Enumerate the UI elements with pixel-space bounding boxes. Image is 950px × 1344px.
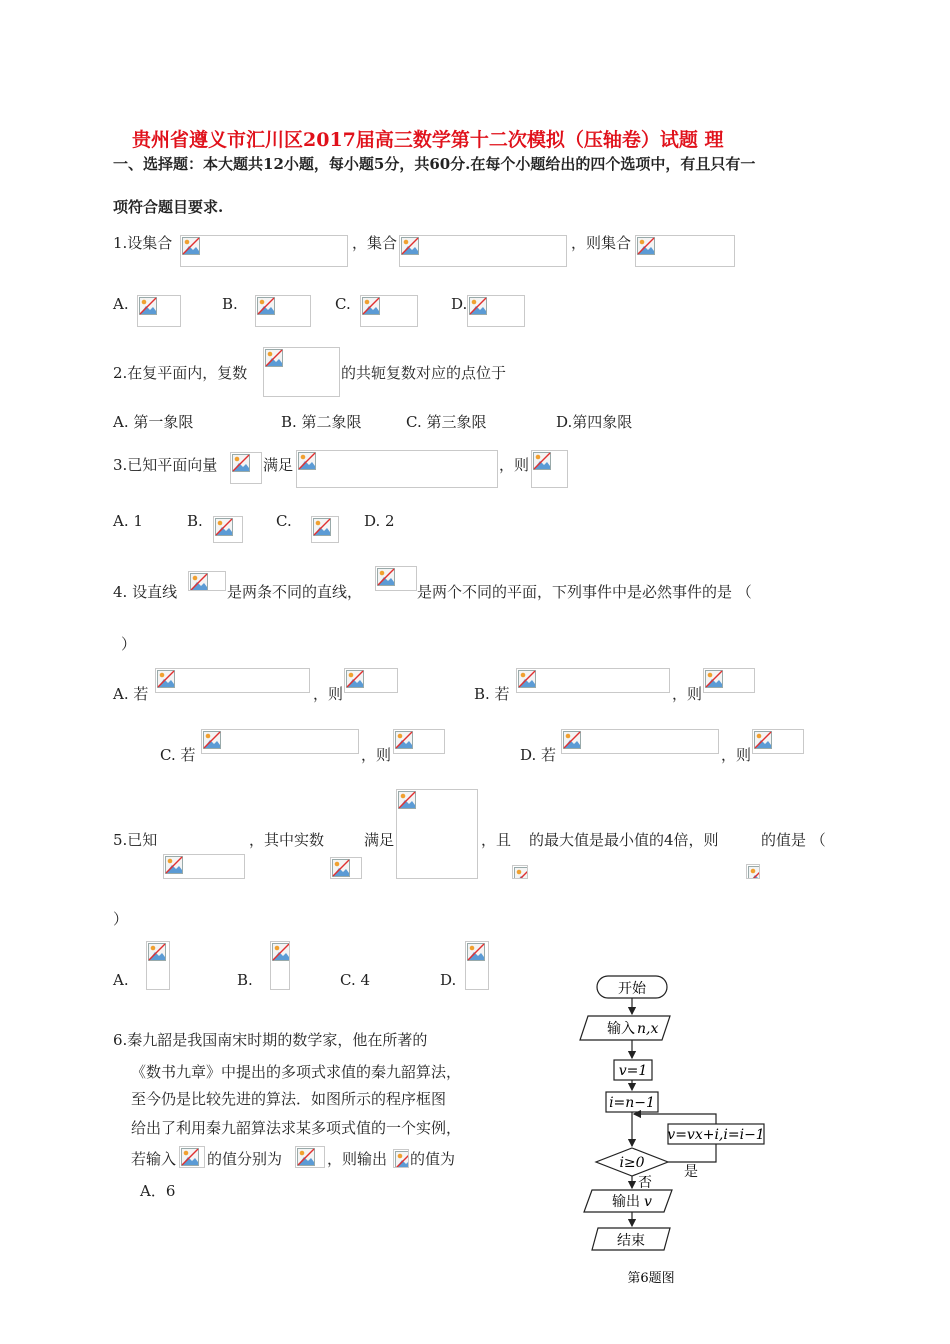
formula-image	[255, 295, 311, 327]
q2-stem-b: 的共轭复数对应的点位于	[341, 364, 507, 382]
formula-image	[311, 516, 339, 543]
formula-image	[635, 235, 735, 267]
formula-image	[230, 452, 262, 484]
q4-stem-b: 是两条不同的直线，	[227, 583, 363, 601]
q6-last-a: 若输入	[131, 1150, 177, 1168]
formula-image	[512, 865, 528, 879]
broken-image-icon	[362, 297, 380, 315]
formula-image	[263, 347, 340, 397]
broken-image-icon	[332, 859, 350, 877]
q5-stem-e: 的最大值是最小值的4倍，则	[529, 831, 719, 849]
q2-option-d: D.第四象限	[556, 413, 633, 431]
flowchart-loop-body-label: v=vx+i,i=i−1	[667, 1127, 765, 1143]
q1-option-d: D.	[451, 295, 468, 313]
q5-option-d: D.	[440, 971, 457, 989]
section-heading-line1: 一、选择题：本大题共12小题，每小题5分，共60分.在每个小题给出的四个选项中，有且只有一	[113, 155, 756, 173]
q3-option-a: A. 1	[113, 512, 143, 530]
q4-option-d-then: ，则	[721, 746, 752, 764]
broken-image-icon	[165, 856, 183, 874]
formula-image	[703, 668, 755, 693]
q1-option-b: B.	[222, 295, 238, 313]
broken-image-icon	[563, 731, 581, 749]
formula-image	[467, 295, 525, 327]
formula-image	[746, 864, 760, 879]
broken-image-icon	[398, 791, 416, 809]
broken-image-icon	[265, 349, 283, 367]
q5-stem-d: ，且	[481, 831, 512, 849]
q3-stem-a: 3.已知平面向量	[113, 456, 218, 474]
formula-image	[752, 729, 804, 754]
broken-image-icon	[346, 670, 364, 688]
broken-image-icon	[705, 670, 723, 688]
q6-line-4: 给出了利用秦九韶算法求某多项式值的一个实例，	[131, 1119, 462, 1137]
q3-option-c: C.	[276, 512, 292, 530]
q1-option-c: C.	[335, 295, 351, 313]
q4-option-b-then: ，则	[672, 685, 703, 703]
broken-image-icon	[754, 731, 772, 749]
broken-image-icon	[467, 943, 485, 961]
q4-option-b: B. 若	[474, 685, 510, 703]
broken-image-icon	[637, 237, 655, 255]
q4-option-c: C. 若	[160, 746, 196, 764]
formula-image	[201, 729, 359, 754]
flowchart	[570, 970, 780, 1290]
q5-stem-c: 满足	[364, 831, 395, 849]
broken-image-icon	[297, 1148, 315, 1166]
q4-stem-d: ）	[121, 635, 137, 653]
broken-image-icon	[377, 568, 395, 586]
flowchart-condition-label: i≥0	[619, 1155, 645, 1171]
formula-image	[213, 516, 243, 543]
q6-line-1: 6.秦九韶是我国南宋时期的数学家，他在所著的	[113, 1031, 428, 1049]
broken-image-icon	[514, 867, 528, 879]
broken-image-icon	[148, 943, 166, 961]
formula-image	[531, 450, 568, 488]
flowchart-caption: 第6题图	[627, 1271, 675, 1286]
formula-image	[393, 729, 445, 754]
formula-image	[270, 941, 290, 990]
q6-last-d: 的值为	[410, 1150, 456, 1168]
section-heading-line2: 项符合题目要求.	[113, 198, 224, 216]
q5-stem-f: 的值是 （	[761, 831, 826, 849]
flowchart-no-label: 否	[638, 1175, 652, 1191]
q4-option-a: A. 若	[113, 685, 149, 703]
broken-image-icon	[401, 237, 419, 255]
q1-stem-b: ，集合	[352, 234, 398, 252]
formula-image	[155, 668, 310, 693]
flowchart-end-label: 结束	[617, 1233, 645, 1249]
broken-image-icon	[139, 297, 157, 315]
formula-image	[399, 235, 567, 267]
flowchart-output-label: 输出	[612, 1194, 640, 1210]
q1-option-a: A.	[113, 295, 129, 313]
q6-last-c: ，则输出	[327, 1150, 388, 1168]
broken-image-icon	[181, 1148, 199, 1166]
q2-option-c: C. 第三象限	[406, 413, 487, 431]
formula-image	[344, 668, 398, 693]
formula-image	[465, 941, 489, 990]
formula-image	[295, 1146, 325, 1168]
page-title: 贵州省遵义市汇川区2017届高三数学第十二次模拟（压轴卷）试题 理	[132, 129, 724, 151]
q3-stem-c: ，则	[499, 456, 530, 474]
broken-image-icon	[257, 297, 275, 315]
formula-image	[146, 941, 170, 990]
broken-image-icon	[272, 943, 290, 961]
q6-last-b: 的值分别为	[207, 1150, 283, 1168]
q4-option-a-then: ，则	[313, 685, 344, 703]
q3-option-d: D. 2	[364, 512, 395, 530]
flowchart-yes-label: 是	[684, 1164, 698, 1180]
q6-line-3: 至今仍是比较先进的算法．如图所示的程序框图	[131, 1090, 447, 1108]
q5-option-b: B.	[237, 971, 253, 989]
formula-image	[330, 857, 362, 879]
formula-image	[296, 450, 498, 488]
broken-image-icon	[313, 518, 331, 536]
q5-option-a: A.	[113, 971, 129, 989]
broken-image-icon	[232, 454, 250, 472]
q2-option-a: A. 第一象限	[113, 413, 194, 431]
formula-image	[360, 295, 418, 327]
q6-option-a: A．6	[140, 1182, 176, 1200]
broken-image-icon	[215, 518, 233, 536]
q4-option-d: D. 若	[520, 746, 557, 764]
broken-image-icon	[182, 237, 200, 255]
formula-image	[163, 854, 245, 879]
broken-image-icon	[190, 573, 208, 591]
q1-stem-c: ，则集合	[571, 234, 632, 252]
formula-image	[561, 729, 719, 754]
broken-image-icon	[203, 731, 221, 749]
q6-line-2: 《数书九章》中提出的多项式求值的秦九韶算法，	[131, 1063, 462, 1081]
broken-image-icon	[469, 297, 487, 315]
broken-image-icon	[395, 731, 413, 749]
flowchart-input-vars: n,x	[637, 1021, 659, 1037]
broken-image-icon	[298, 452, 316, 470]
broken-image-icon	[395, 1151, 409, 1168]
broken-image-icon	[157, 670, 175, 688]
q2-option-b: B. 第二象限	[281, 413, 362, 431]
q4-stem-a: 4. 设直线	[113, 583, 178, 601]
q2-stem-a: 2.在复平面内，复数	[113, 364, 248, 382]
formula-image	[393, 1149, 409, 1168]
formula-image	[179, 1146, 205, 1168]
flowchart-output-var: v	[644, 1194, 652, 1210]
q3-stem-b: 满足	[263, 456, 294, 474]
q5-stem-g: ）	[113, 910, 129, 928]
flowchart-assign-i-label: i=n−1	[609, 1095, 655, 1111]
q3-option-b: B.	[187, 512, 203, 530]
q4-option-c-then: ，则	[361, 746, 392, 764]
broken-image-icon	[533, 452, 551, 470]
formula-image	[396, 789, 478, 879]
broken-image-icon	[748, 866, 760, 879]
q5-stem-a: 5.已知	[113, 831, 158, 849]
q4-stem-c: 是两个不同的平面，下列事件中是必然事件的是 （	[417, 583, 752, 601]
formula-image	[188, 571, 226, 591]
formula-image	[180, 235, 348, 267]
q5-stem-b: ，其中实数	[249, 831, 325, 849]
q5-option-c: C. 4	[340, 971, 371, 989]
flowchart-input-label: 输入	[607, 1021, 635, 1037]
flowchart-assign-v-label: v=1	[618, 1063, 648, 1079]
flowchart-start-label: 开始	[618, 981, 646, 997]
formula-image	[375, 566, 417, 591]
q1-stem-a: 1.设集合	[113, 234, 173, 252]
formula-image	[137, 295, 181, 327]
broken-image-icon	[518, 670, 536, 688]
formula-image	[516, 668, 670, 693]
